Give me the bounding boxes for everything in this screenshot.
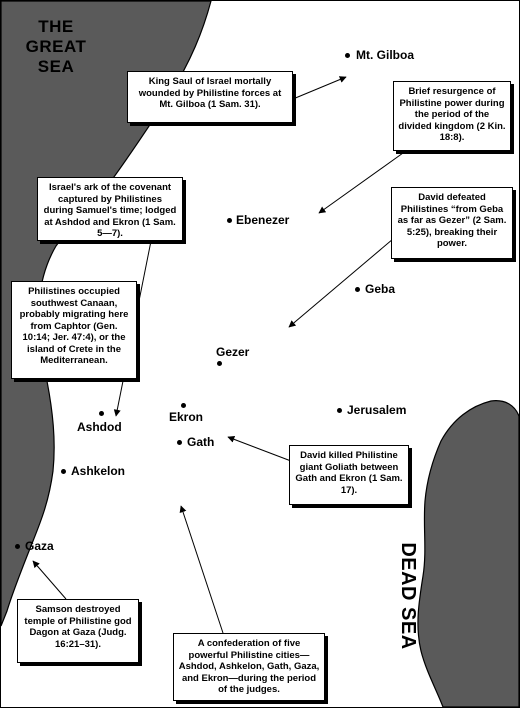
note-five-cities-confederation: A confederation of five powerful Philistine cities—Ashdod, Ashkelon, Gath, Gaza, and Ekron—during the period of the judges. xyxy=(173,633,325,701)
city-dot-gaza xyxy=(15,544,20,549)
place-ekron: Ekron xyxy=(169,410,204,424)
arrow-confederation xyxy=(181,506,223,633)
place-jerusalem: Jerusalem xyxy=(347,403,407,417)
place-ebenezer: Ebenezer xyxy=(236,213,290,227)
place-mt-gilboa: Mt. Gilboa xyxy=(356,48,414,62)
city-dot-jerusalem xyxy=(337,408,342,413)
city-dot-ashdod xyxy=(99,411,104,416)
city-dot-ashkelon xyxy=(61,469,66,474)
dead-sea-water xyxy=(418,401,519,707)
note-philistines-occupied: Philistines occupied southwest Canaan, probably migrating here from Caphtor (Gen. 10:14; Jer. 47:4), or the island of Crete in the Mediterranean. xyxy=(11,281,137,379)
note-david-geba-gezer: David defeated Philistines “from Geba as far as Gezer” (2 Sam. 5:25), breaking their power. xyxy=(391,187,513,259)
city-dot-ebenezer xyxy=(227,218,232,223)
note-philistine-resurgence: Brief resurgence of Philistine power during the period of the divided kingdom (2 Kin. 18:8). xyxy=(393,81,511,151)
city-dot-mt-gilboa xyxy=(345,53,350,58)
arrow-samson xyxy=(33,561,66,599)
note-samson-dagon: Samson destroyed temple of Philistine god Dagon at Gaza (Judg. 16:21–31). xyxy=(17,599,139,663)
place-ashkelon: Ashkelon xyxy=(71,464,126,478)
city-dot-gezer xyxy=(217,361,222,366)
great-sea-label: THE GREAT SEA xyxy=(25,17,87,76)
place-ashdod: Ashdod xyxy=(77,420,122,434)
arrow-goliath xyxy=(228,437,291,461)
city-dot-ekron xyxy=(181,403,186,408)
place-gaza: Gaza xyxy=(25,539,54,553)
dead-sea-label: DEAD SEA xyxy=(397,542,419,650)
place-geba: Geba xyxy=(365,282,396,296)
note-ark-captured: Israel's ark of the covenant captured by Philistines during Samuel's time; lodged at Ashdod and Ekron (1 Sam. 5—7). xyxy=(37,177,183,241)
place-gath: Gath xyxy=(187,435,215,449)
place-gezer: Gezer xyxy=(216,345,250,359)
note-goliath: David killed Philistine giant Goliath between Gath and Ekron (1 Sam. 17). xyxy=(289,445,409,505)
city-dot-geba xyxy=(355,287,360,292)
note-saul-gilboa: King Saul of Israel mortally wounded by Philistine forces at Mt. Gilboa (1 Sam. 31). xyxy=(127,71,293,123)
city-dot-gath xyxy=(177,440,182,445)
arrow-saul xyxy=(293,77,346,99)
